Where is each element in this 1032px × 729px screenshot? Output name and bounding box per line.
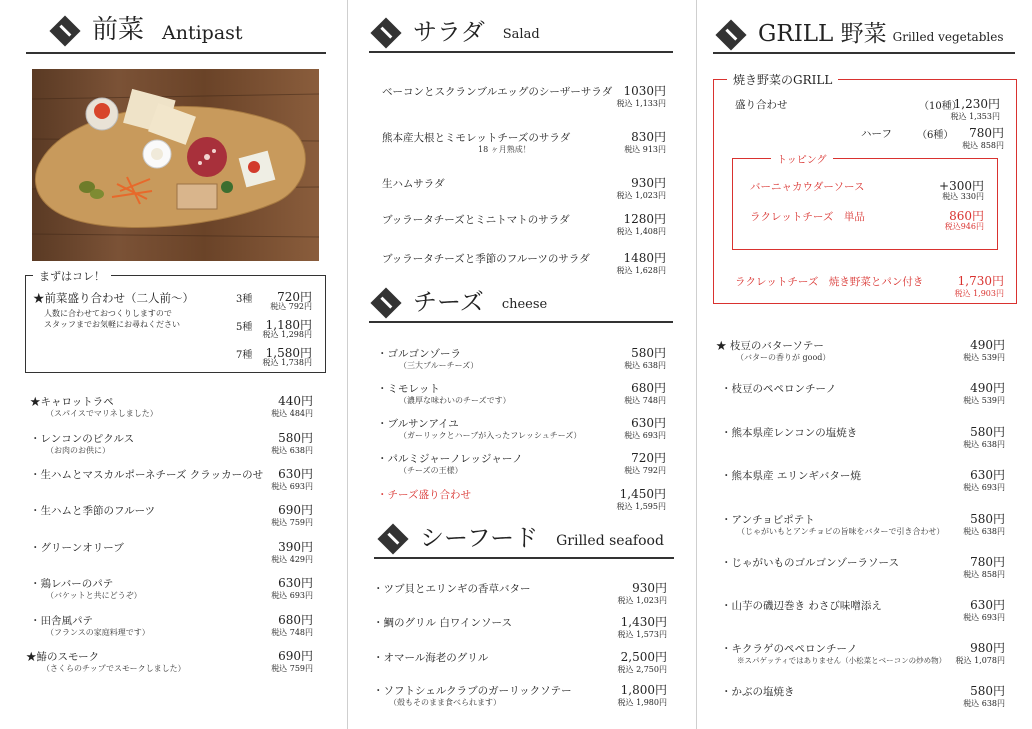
menu-item: ★ 枝豆のバターソテー （バターの香りが good） 490円 税込 539円 (716, 338, 1005, 362)
menu-item: ・アンチョビポテト （じゃがいもとアンチョビの旨味をバターで引き合わせ） 580円 税込 638円 (721, 512, 1005, 536)
seafood-title-en: Grilled seafood (556, 533, 664, 549)
salad-title-jp: サラダ (413, 18, 485, 46)
cheese-header (371, 288, 547, 316)
seafood-underline (374, 557, 674, 559)
seafood-header (378, 524, 664, 552)
menu-item: ・ツブ貝とエリンギの香草バター 930円 税込 1,023円 (373, 581, 667, 605)
topping-label: トッピング (771, 151, 833, 166)
grill-box-label: 焼き野菜のGRILL (727, 71, 838, 88)
grill-title-jp: GRILL 野菜 (758, 21, 887, 47)
menu-item: ・山芋の磯辺巻き わさび味噌添え 630円 税込 693円 (721, 598, 1005, 622)
salad-title-en: Salad (502, 27, 540, 42)
platter-note: 人数に合わせておつくりしますので スタッフまでお気軽にお尋ねください (44, 309, 180, 329)
antipast-title-jp: 前菜 (92, 15, 145, 45)
diamond-icon (715, 19, 746, 50)
menu-item: ・鶏レバーのパテ （バケットと共にどうぞ） 630円 税込 693円 (30, 576, 313, 600)
grill-title-en: Grilled vegetables (892, 30, 1004, 44)
menu-item: ・レンコンのピクルス （お肉のお供に） 580円 税込 638円 (30, 431, 313, 455)
cheese-title-en: cheese (501, 297, 548, 312)
menu-item: ・枝豆のペペロンチーノ 490円 税込 539円 (721, 381, 1005, 405)
topping-box (732, 158, 998, 250)
menu-item: ・かぶの塩焼き 580円 税込 638円 (721, 684, 1005, 708)
topping-item: バーニャカウダーソース +300円 税込 330円 (750, 179, 984, 201)
menu-item: ・熊本県産レンコンの塩焼き 580円 税込 638円 (721, 425, 1005, 449)
grill-header (716, 20, 1004, 48)
menu-item: ・ゴルゴンゾーラ （三大ブルーチーズ） 580円 税込 638円 (377, 346, 666, 370)
cheese-title-jp: チーズ (413, 288, 484, 316)
menu-item: ・ミモレット （濃厚な味わいのチーズです） 680円 税込 748円 (377, 381, 666, 405)
raclette-set: ラクレットチーズ 焼き野菜とパン付き 1,730円 税込 1,903円 (735, 274, 1004, 298)
menu-item: ・オマール海老のグリル 2,500円 税込 2,750円 (373, 650, 667, 674)
antipast-header (50, 16, 243, 44)
menu-item: 熊本産大根とミモレットチーズのサラダ 18 ヶ月熟成！ 830円 税込 913円 (382, 130, 666, 154)
platter-option-3: 3種 720円 税込 792円 (236, 290, 312, 311)
menu-item: ・チーズ盛り合わせ 1,450円 税込 1,595円 (377, 487, 666, 511)
salad-header (371, 18, 540, 46)
menu-item: ・ソフトシェルクラブのガーリックソテー （殻もそのまま食べられます） 1,800円 税込 1,980円 (373, 683, 667, 707)
antipast-title-en: Antipast (162, 22, 243, 44)
platter-option-7: 7種 1,580円 税込 1,738円 (236, 346, 312, 367)
grill-assortment-full: 盛り合わせ （10種） 1,230円 税込 1,353円 (735, 97, 1000, 121)
antipast-underline (26, 52, 326, 54)
featured-box-label: まずはコレ！ (33, 268, 111, 284)
diamond-icon (370, 17, 401, 48)
platter-option-5: 5種 1,180円 税込 1,298円 (236, 318, 312, 339)
menu-item: ★鰆のスモーク （さくらのチップでスモークしました） 690円 税込 759円 (26, 649, 313, 673)
menu-item: ・生ハムと季節のフルーツ 690円 税込 759円 (30, 503, 313, 527)
menu-item: ベーコンとスクランブルエッグのシーザーサラダ 1030円 税込 1,133円 (382, 84, 666, 108)
salad-underline (369, 51, 673, 53)
menu-item: ・生ハムとマスカルポーネチーズ クラッカーのせ 630円 税込 693円 (30, 467, 313, 491)
menu-item: ★キャロットラペ （スパイスでマリネしました） 440円 税込 484円 (30, 394, 313, 418)
menu-item: ブッラータチーズとミニトマトのサラダ 1280円 税込 1,408円 (382, 212, 666, 236)
diamond-icon (377, 523, 408, 554)
column-divider (696, 0, 697, 729)
antipasto-platter-photo (32, 69, 319, 261)
menu-item: ブッラータチーズと季節のフルーツのサラダ 1480円 税込 1,628円 (382, 251, 666, 275)
menu-item: ・ブルサンアイユ （ガーリックとハーブが入ったフレッシュチーズ） 630円 税込 693円 (377, 416, 666, 440)
menu-item: ・キクラゲのペペロンチーノ ※スパゲッティではありません（小松菜とベーコンの炒め物） 980円 税込 1,078円 (721, 641, 1005, 665)
cheese-underline (369, 321, 673, 323)
menu-item: 生ハムサラダ 930円 税込 1,023円 (382, 176, 666, 200)
menu-item: ・じゃがいものゴルゴンゾーラソース 780円 税込 858円 (721, 555, 1005, 579)
column-divider (347, 0, 348, 729)
menu-item: ・熊本県産 エリンギバター焼 630円 税込 693円 (721, 468, 1005, 492)
menu-item: ・グリーンオリーブ 390円 税込 429円 (30, 540, 313, 564)
menu-item: ・田舎風パテ （フランスの家庭料理です） 680円 税込 748円 (30, 613, 313, 637)
diamond-icon (370, 287, 401, 318)
grill-underline (713, 52, 1015, 54)
grill-assortment-half: ハーフ （6種） 780円 税込 858円 (861, 126, 1004, 150)
topping-item: ラクレットチーズ 単品 860円 税込946円 (750, 209, 984, 231)
seafood-title-jp: シーフード (420, 524, 539, 552)
menu-item: ・鯛のグリル 白ワインソース 1,430円 税込 1,573円 (373, 615, 667, 639)
menu-item: ・パルミジャーノレッジャーノ （チーズの王様） 720円 税込 792円 (377, 451, 666, 475)
diamond-icon (49, 15, 80, 46)
